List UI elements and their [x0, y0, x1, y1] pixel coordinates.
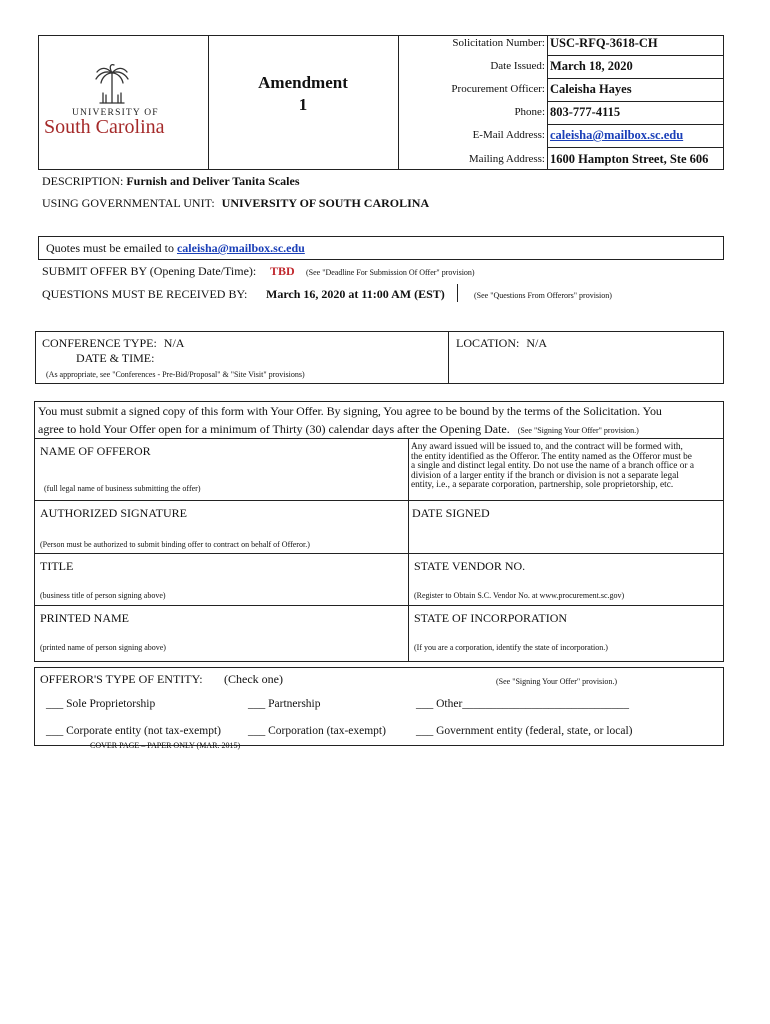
- submit-offer-note: (See "Deadline For Submission Of Offer" provision): [306, 268, 475, 277]
- name-of-offeror-note: (full legal name of business submitting the offer): [44, 484, 201, 493]
- state-of-incorporation-label: STATE OF INCORPORATION: [414, 611, 568, 625]
- state-vendor-note: (Register to Obtain S.C. Vendor No. at www.procurement.sc.gov): [414, 591, 625, 600]
- solicitation-number-value: USC-RFQ-3618-CH: [550, 36, 658, 50]
- field-divider: [547, 124, 723, 125]
- location-label: LOCATION:: [456, 336, 520, 350]
- printed-name-note: (printed name of person signing above): [40, 643, 166, 652]
- award-line: entity, i.e., a separate corporation, partnership, sole proprietorship, etc.: [411, 480, 674, 491]
- entity-check-one: (Check one): [224, 672, 283, 686]
- conference-type-row: [42, 336, 184, 351]
- state-of-incorporation-note: (If you are a corporation, identify the state of incorporation.): [414, 643, 608, 652]
- offer-row-divider: [34, 500, 724, 501]
- entity-note: (See "Signing Your Offer" provision.): [496, 677, 618, 686]
- offer-intro-line-1: You must submit a signed copy of this form with Your Offer. By signing, You agree to be bound by the terms of the Solicitation. You: [38, 404, 662, 418]
- questions-note: (See "Questions From Offerors" provision): [474, 291, 612, 300]
- footer-text: COVER PAGE – PAPER ONLY (MAR. 2015): [90, 741, 241, 750]
- offer-intro-line-2-row: [38, 420, 639, 438]
- field-divider: [547, 78, 723, 79]
- date-issued-value: March 18, 2020: [550, 59, 633, 73]
- amendment-number: 1: [298, 95, 308, 114]
- questions-divider: [457, 284, 458, 302]
- offer-intro-line-2: agree to hold Your Offer open for a minimum of Thirty (30) calendar days after the Opening Date.: [38, 422, 510, 436]
- email-label: E-Mail Address:: [472, 129, 545, 141]
- award-line: division of a larger entity if the branch or division is not a separate legal: [411, 470, 679, 481]
- offer-row-divider: [34, 438, 724, 439]
- conference-note: (As appropriate, see "Conferences - Pre-Bid/Proposal" & "Site Visit" provisions): [46, 370, 305, 379]
- entity-option-corporate-not-exempt[interactable]: ___ Corporate entity (not tax-exempt): [46, 725, 222, 737]
- mailing-address-label: Mailing Address:: [468, 153, 545, 165]
- entity-option-corporation-tax-exempt[interactable]: ___ Corporation (tax-exempt): [248, 725, 386, 737]
- authorized-signature-label: AUTHORIZED SIGNATURE: [40, 506, 187, 520]
- description-row: [42, 174, 300, 189]
- offer-intro-note: (See "Signing Your Offer" provision.): [517, 426, 639, 435]
- title-label: TITLE: [40, 559, 74, 573]
- date-issued-label: Date Issued:: [490, 60, 545, 72]
- submit-offer-value: TBD: [270, 264, 295, 278]
- governmental-unit-value: UNIVERSITY OF SOUTH CAROLINA: [221, 196, 430, 210]
- authorized-signature-note: (Person must be authorized to submit binding offer to contract on behalf of Offeror.): [40, 540, 310, 549]
- title-note: (business title of person signing above): [40, 591, 166, 600]
- offer-col-divider: [408, 605, 409, 661]
- header-divider-2: [398, 35, 399, 170]
- conference-type-label: CONFERENCE TYPE:: [42, 336, 157, 350]
- entity-option-partnership[interactable]: ___ Partnership: [248, 698, 321, 710]
- email-link[interactable]: caleisha@mailbox.sc.edu: [550, 128, 684, 142]
- description-label: DESCRIPTION:: [42, 174, 124, 188]
- phone-label: Phone:: [514, 106, 545, 118]
- entity-label: OFFEROR'S TYPE OF ENTITY:: [40, 672, 203, 686]
- conference-type-value: N/A: [163, 336, 185, 350]
- award-text: [411, 443, 694, 491]
- state-vendor-label: STATE VENDOR NO.: [414, 559, 526, 573]
- field-divider: [547, 147, 723, 148]
- amendment-title: Amendment: [258, 73, 348, 92]
- university-name-text: South Carolina: [44, 116, 165, 138]
- offer-box: [34, 401, 724, 662]
- university-logo: [44, 64, 184, 144]
- name-of-offeror-label: NAME OF OFFEROR: [40, 444, 151, 458]
- questions-value: March 16, 2020 at 11:00 AM (EST): [266, 287, 445, 301]
- date-signed-label: DATE SIGNED: [412, 506, 490, 520]
- field-divider: [547, 55, 723, 56]
- governmental-unit-label: USING GOVERNMENTAL UNIT:: [42, 196, 215, 210]
- questions-label: QUESTIONS MUST BE RECEIVED BY:: [42, 287, 248, 301]
- offer-row-divider: [34, 553, 724, 554]
- governmental-unit-row: [42, 196, 429, 211]
- entity-option-sole-proprietorship[interactable]: ___ Sole Proprietorship: [46, 698, 156, 710]
- award-line: the entity identified as the Offeror. The entity named as the Offeror must be: [411, 451, 692, 462]
- offer-col-divider: [408, 438, 409, 610]
- procurement-officer-label: Procurement Officer:: [451, 83, 545, 95]
- entity-option-other[interactable]: ___ Other_____________________________: [416, 698, 630, 710]
- quotes-row: [46, 241, 305, 256]
- phone-value: 803-777-4115: [550, 105, 621, 119]
- offer-row-divider: [34, 605, 724, 606]
- location-row: [456, 336, 547, 351]
- procurement-officer-value: Caleisha Hayes: [550, 82, 632, 96]
- quotes-email-link[interactable]: caleisha@mailbox.sc.edu: [176, 241, 305, 255]
- conference-date-label: DATE & TIME:: [76, 351, 155, 365]
- university-top-text: UNIVERSITY OF: [72, 108, 159, 118]
- conference-divider: [448, 331, 449, 384]
- award-line: a single and distinct legal entity. Do not use the name of a branch office or a: [411, 461, 694, 472]
- field-divider: [547, 101, 723, 102]
- location-value: N/A: [526, 336, 547, 350]
- printed-name-label: PRINTED NAME: [40, 611, 129, 625]
- description-value: Furnish and Deliver Tanita Scales: [126, 174, 300, 188]
- submit-offer-label: SUBMIT OFFER BY (Opening Date/Time):: [42, 264, 257, 278]
- palmetto-tree-icon: [92, 64, 132, 104]
- award-line: Any award issued will be issued to, and the contract will be formed with,: [411, 442, 683, 452]
- solicitation-number-label: Solicitation Number:: [452, 37, 545, 49]
- entity-option-government[interactable]: ___ Government entity (federal, state, or local): [416, 725, 633, 737]
- quotes-text: Quotes must be emailed to: [46, 241, 174, 255]
- mailing-address-value: 1600 Hampton Street, Ste 606: [550, 152, 709, 166]
